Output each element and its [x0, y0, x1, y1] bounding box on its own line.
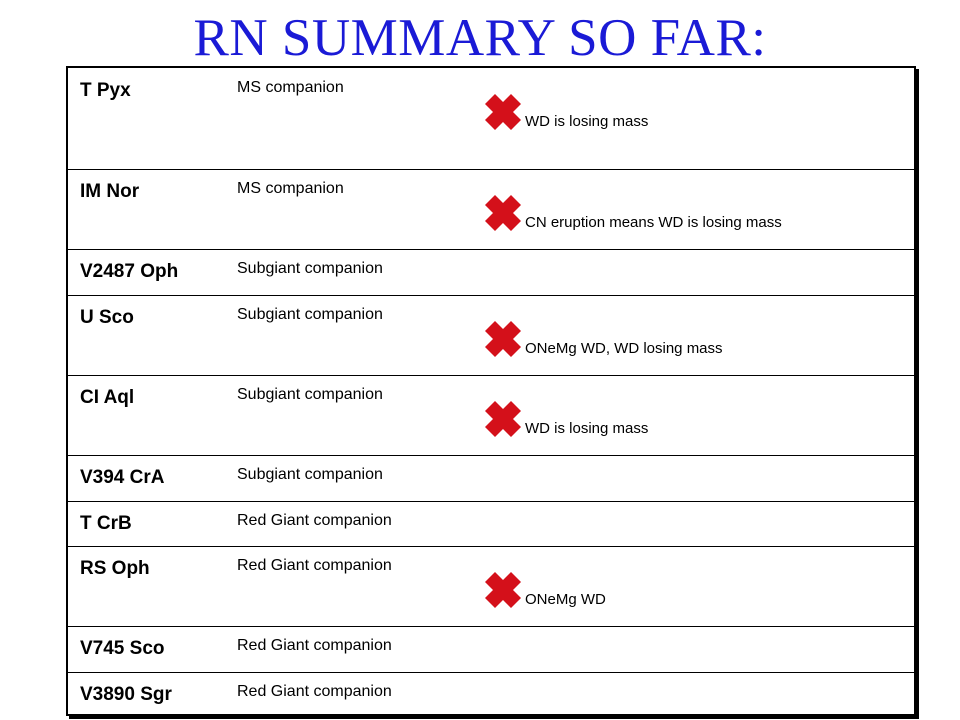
- table-row: [68, 249, 914, 296]
- companion-type: Subgiant companion: [237, 386, 383, 403]
- nova-name: U Sco: [80, 307, 134, 328]
- slide-title: RN SUMMARY SO FAR:: [193, 9, 767, 67]
- companion-type: MS companion: [237, 180, 344, 197]
- note-text: WD is losing mass: [525, 420, 649, 437]
- note-text: ONeMg WD: [525, 591, 606, 608]
- note-text: ONeMg WD, WD losing mass: [525, 340, 723, 357]
- table-row: [68, 546, 914, 627]
- nova-name: V2487 Oph: [80, 261, 179, 282]
- nova-name: IM Nor: [80, 181, 140, 202]
- cross-mark-icon: [481, 568, 525, 612]
- companion-type: Subgiant companion: [237, 466, 383, 483]
- nova-name: V745 Sco: [80, 638, 165, 659]
- table-row: [68, 672, 914, 714]
- nova-name: T Pyx: [80, 80, 131, 101]
- recurrent-nova-table: [66, 66, 916, 716]
- table-row: [68, 295, 914, 376]
- table-row: [68, 455, 914, 502]
- nova-name: T CrB: [80, 513, 132, 534]
- nova-name: CI Aql: [80, 387, 135, 408]
- companion-type: Red Giant companion: [237, 512, 392, 529]
- cross-mark-icon: [481, 397, 525, 441]
- companion-type: Red Giant companion: [237, 557, 392, 574]
- note-text: CN eruption means WD is losing mass: [525, 214, 782, 231]
- nova-name: RS Oph: [80, 558, 150, 579]
- table-row: [68, 375, 914, 456]
- nova-name: V394 CrA: [80, 467, 165, 488]
- companion-type: Red Giant companion: [237, 683, 392, 700]
- companion-type: Subgiant companion: [237, 260, 383, 277]
- companion-type: Red Giant companion: [237, 637, 392, 654]
- nova-name: V3890 Sgr: [80, 684, 172, 705]
- companion-type: Subgiant companion: [237, 306, 383, 323]
- cross-mark-icon: [481, 191, 525, 235]
- table-row: [68, 68, 914, 170]
- note-text: WD is losing mass: [525, 113, 649, 130]
- table-row: [68, 501, 914, 547]
- table-row: [68, 626, 914, 673]
- companion-type: MS companion: [237, 79, 344, 96]
- cross-mark-icon: [481, 317, 525, 361]
- cross-mark-icon: [481, 90, 525, 134]
- table-row: [68, 169, 914, 250]
